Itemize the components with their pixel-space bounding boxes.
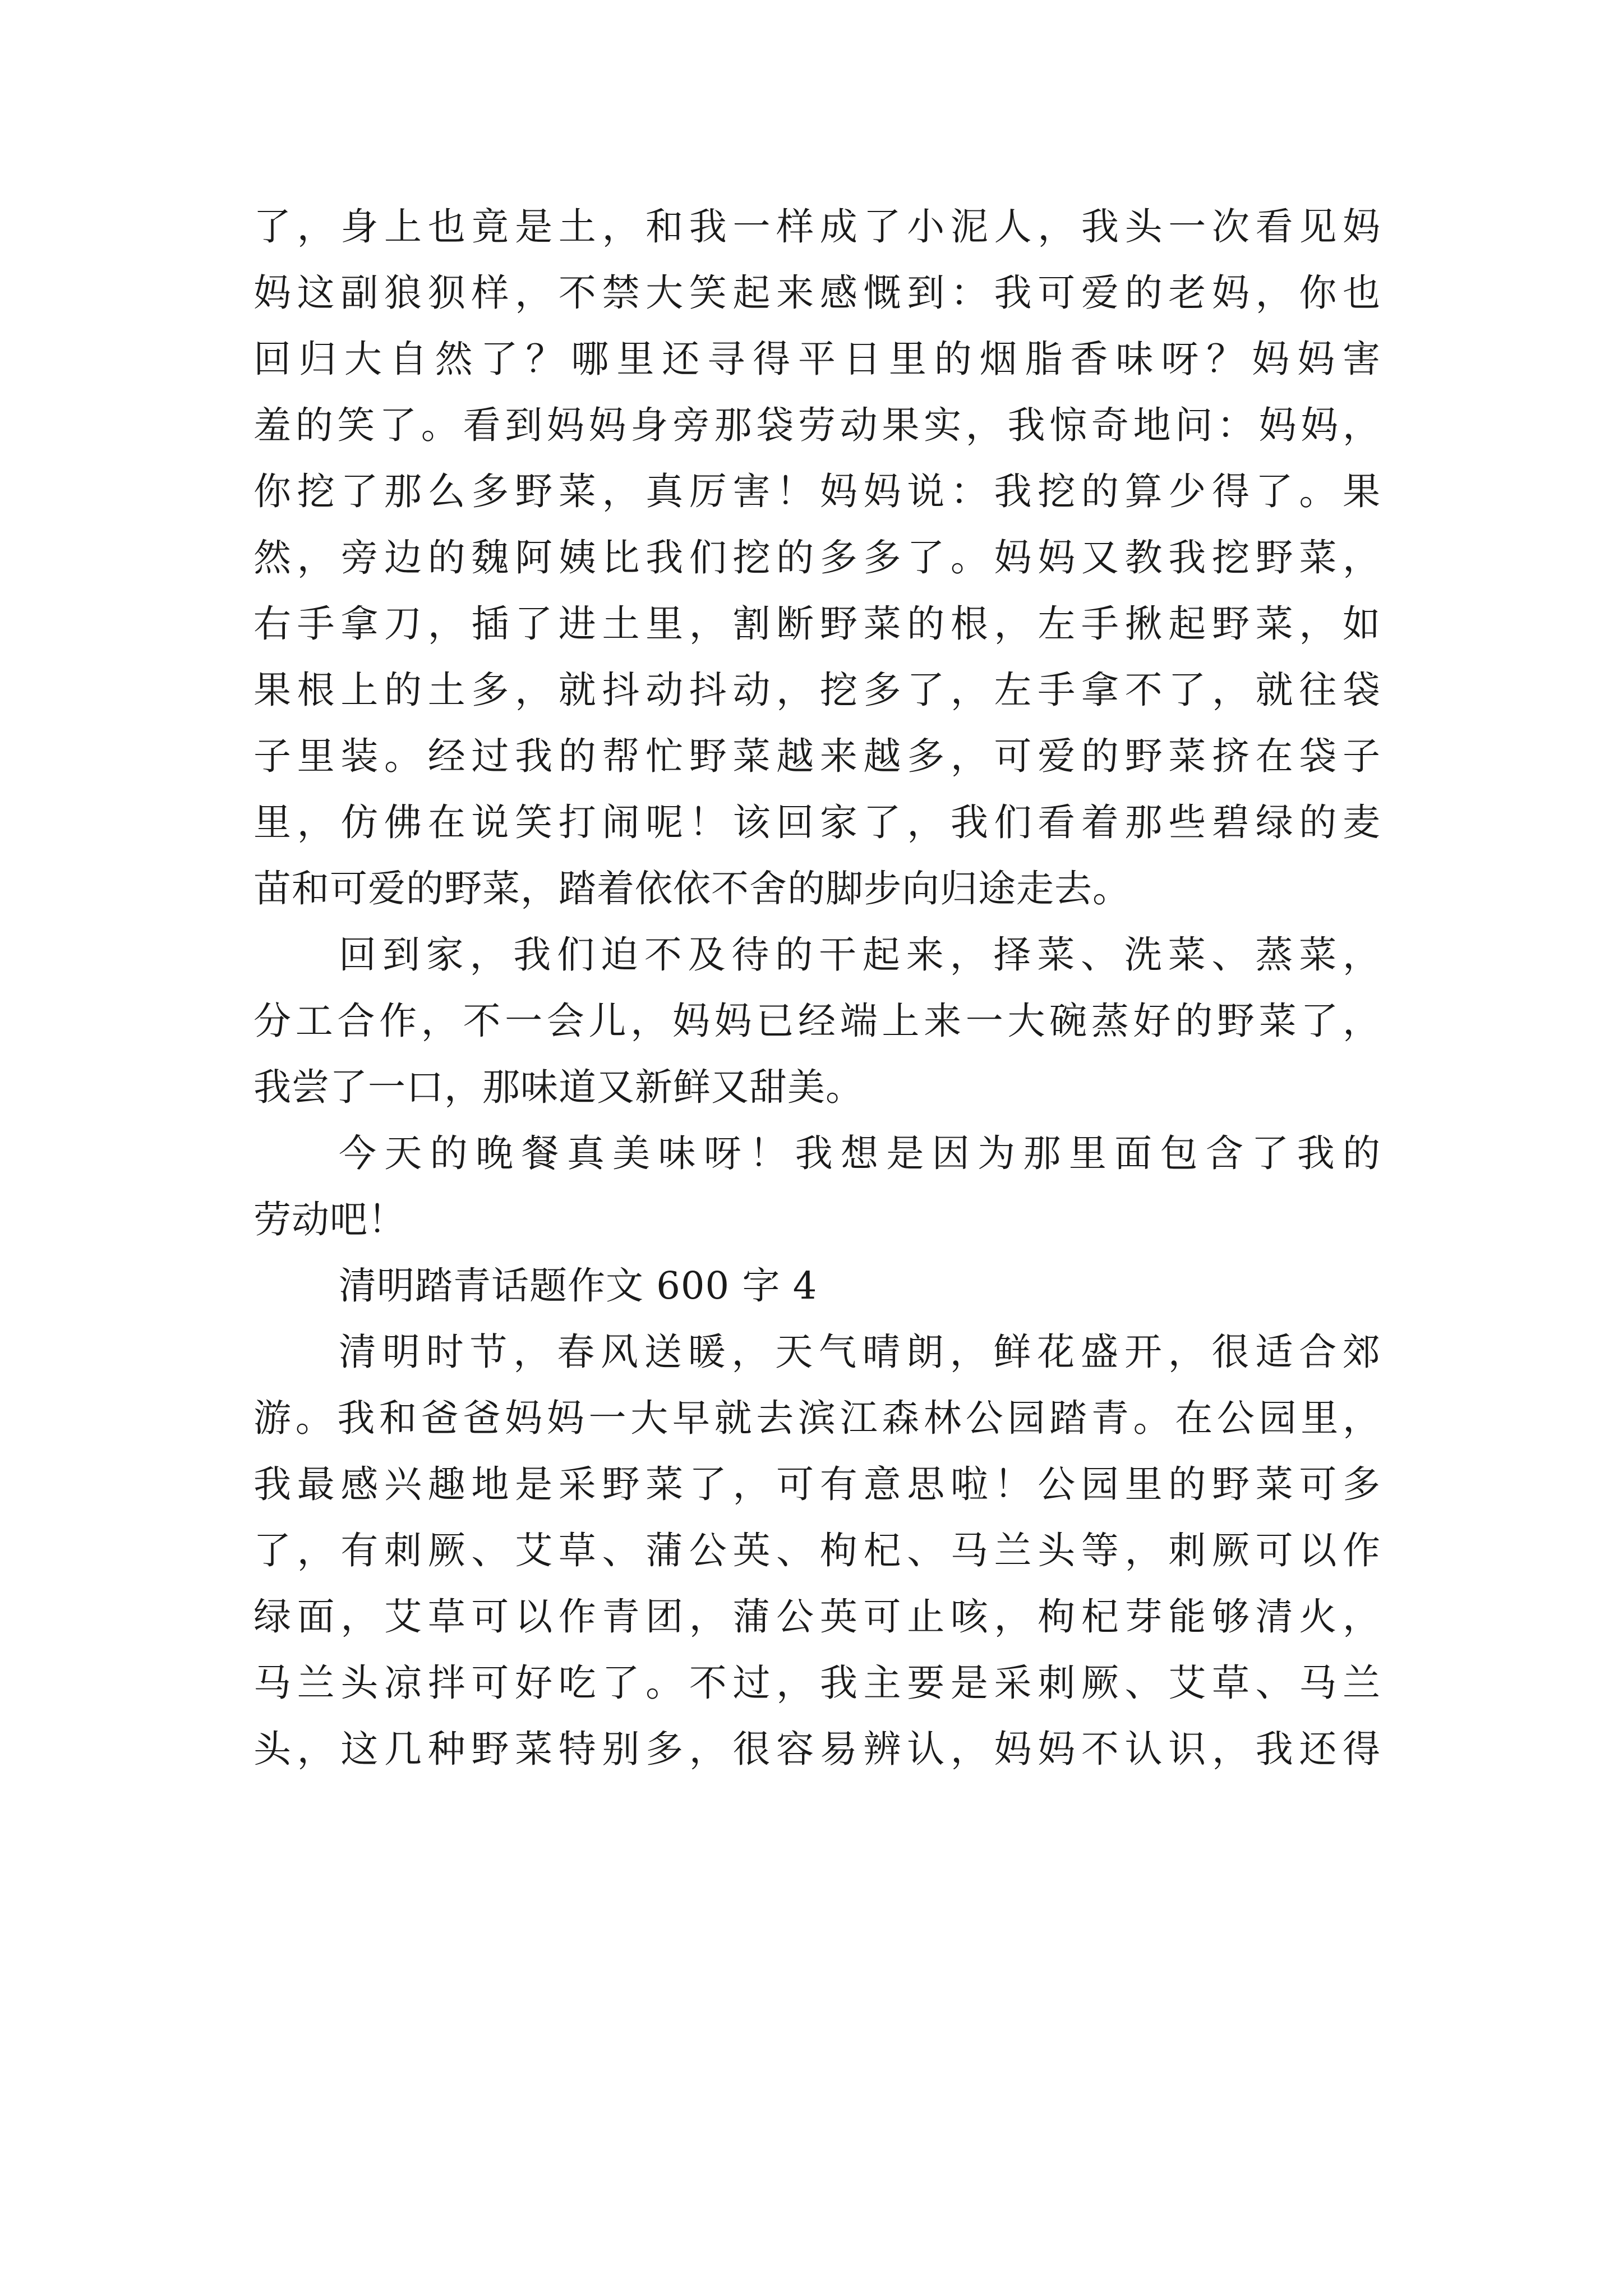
paragraph-4: [253, 1319, 1381, 1782]
text-line: 劳动吧！: [253, 1198, 406, 1241]
text-line: 分工合作，不一会儿，妈妈已经端上来一大碗蒸好的野菜了，: [253, 999, 1381, 1043]
text-line: 清明时节，春风送暖，天气晴朗，鲜花盛开，很适合郊: [339, 1330, 1381, 1374]
text-line: 我最感兴趣地是采野菜了，可有意思啦！公园里的野菜可多: [253, 1462, 1381, 1506]
text-line: 头，这几种野菜特别多，很容易辨认，妈妈不认识，我还得: [253, 1727, 1381, 1771]
text-line: 回归大自然了？哪里还寻得平日里的烟脂香味呀？妈妈害: [253, 337, 1381, 381]
text-line: 子里装。经过我的帮忙野菜越来越多，可爱的野菜挤在袋子: [253, 734, 1381, 778]
section-heading: 清明踏青话题作文 600 字 4: [339, 1264, 818, 1308]
text-line: 苗和可爱的野菜，踏着依依不舍的脚步向归途走去。: [253, 867, 1131, 910]
paragraph-1: [253, 194, 1381, 922]
paragraph-3: [253, 1120, 1381, 1253]
text-line: 绿面，艾草可以作青团，蒲公英可止咳，枸杞芽能够清火，: [253, 1595, 1381, 1639]
text-line: 羞的笑了。看到妈妈身旁那袋劳动果实，我惊奇地问：妈妈，: [253, 403, 1381, 447]
text-line: 马兰头凉拌可好吃了。不过，我主要是采刺厥、艾草、马兰: [253, 1661, 1381, 1705]
text-line: 右手拿刀，插了进土里，割断野菜的根，左手揪起野菜，如: [253, 602, 1381, 646]
text-line: 我尝了一口，那味道又新鲜又甜美。: [253, 1065, 864, 1109]
text-line: 回到家，我们迫不及待的干起来，择菜、洗菜、蒸菜，: [339, 933, 1381, 977]
text-line: 了，有刺厥、艾草、蒲公英、枸杞、马兰头等，刺厥可以作: [253, 1529, 1381, 1572]
text-line: 游。我和爸爸妈妈一大早就去滨江森林公园踏青。在公园里，: [253, 1396, 1381, 1440]
paragraph-2: [253, 922, 1381, 1120]
text-line: 你挖了那么多野菜，真厉害！妈妈说：我挖的算少得了。果: [253, 470, 1381, 513]
body-text: [253, 194, 1381, 1782]
text-line: 妈这副狼狈样，不禁大笑起来感慨到：我可爱的老妈，你也: [253, 271, 1381, 315]
text-line: 今天的晚餐真美味呀！我想是因为那里面包含了我的: [339, 1131, 1381, 1175]
text-line: 了，身上也竟是土，和我一样成了小泥人，我头一次看见妈: [253, 205, 1381, 249]
text-line: 然，旁边的魏阿姨比我们挖的多多了。妈妈又教我挖野菜，: [253, 536, 1381, 579]
text-line: 里，仿佛在说笑打闹呢！该回家了，我们看着那些碧绿的麦: [253, 800, 1381, 844]
text-line: 果根上的土多，就抖动抖动，挖多了，左手拿不了，就往袋: [253, 668, 1381, 712]
